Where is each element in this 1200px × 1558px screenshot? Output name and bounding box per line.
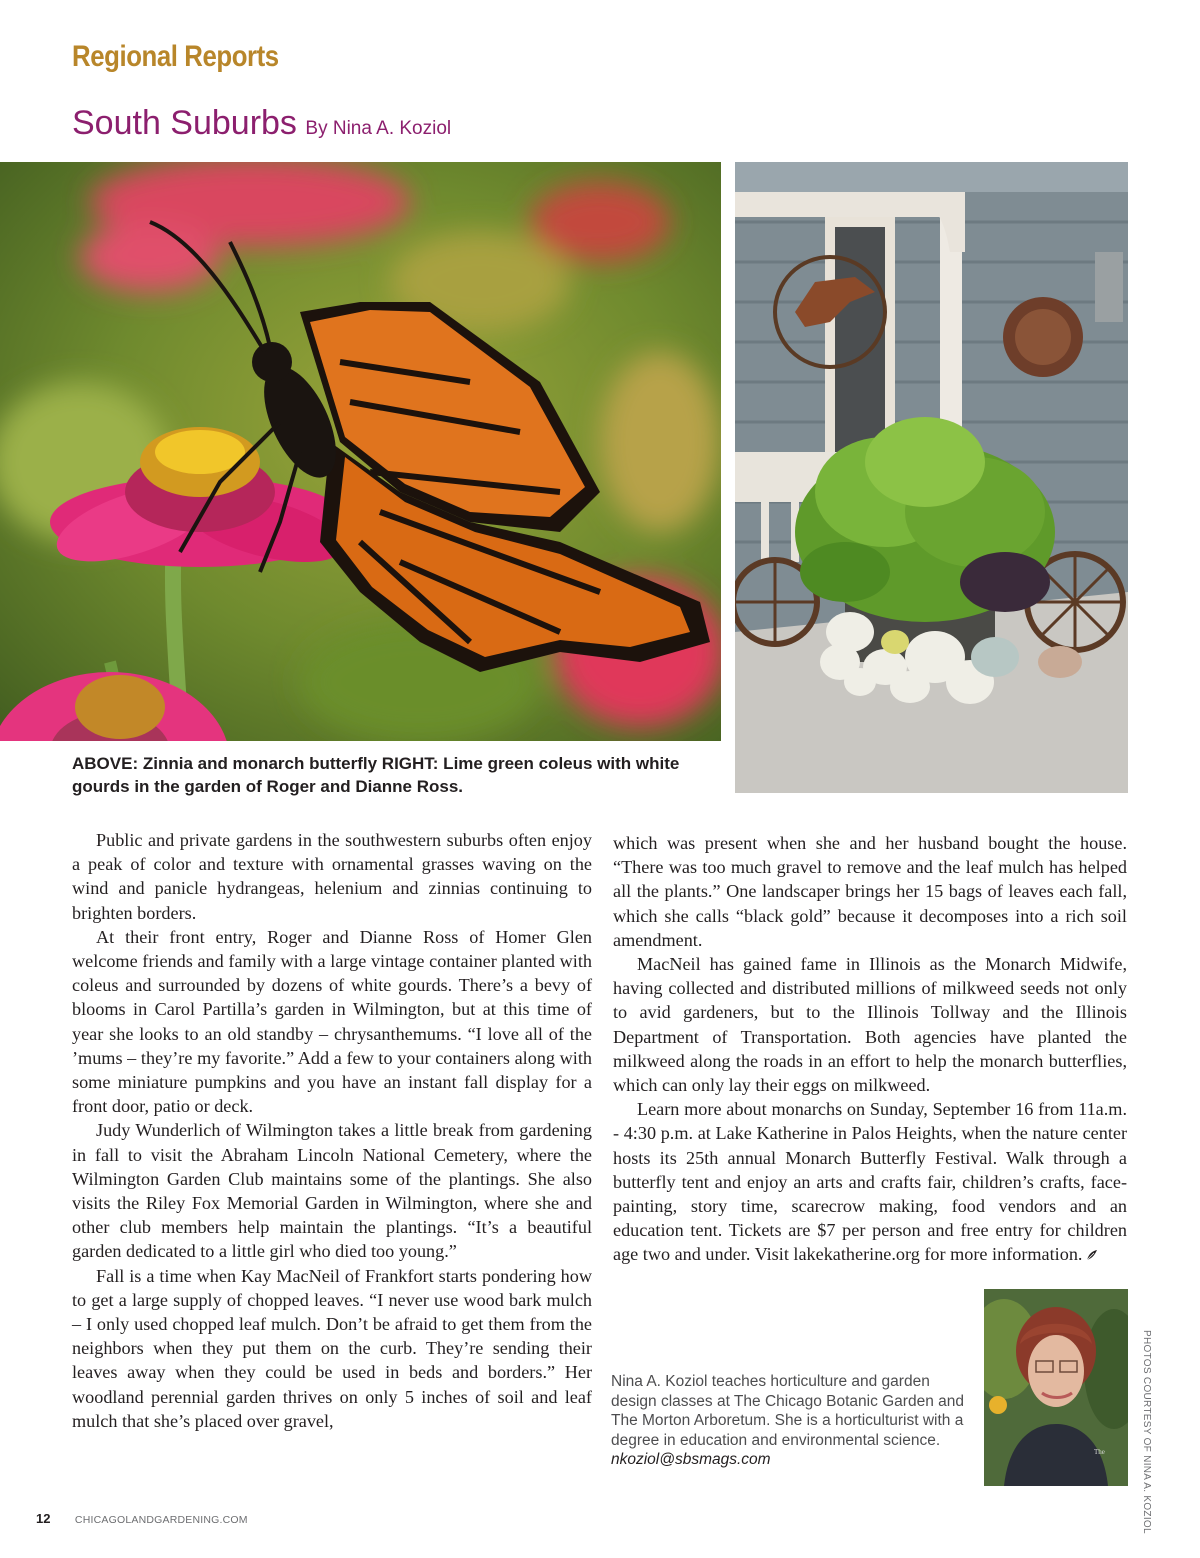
author-email: nkoziol@sbsmags.com [611,1451,771,1469]
leaf-end-mark-icon [1086,1249,1098,1261]
article-title: South Suburbs [72,104,297,142]
monarch-butterfly-photo [0,162,721,741]
author-bio-text: Nina A. Koziol teaches horticulture and garden design classes at The Chicago Botanic Garden and The Morton Arboretum. She is a horticulturist with a degree in education and environmental science. [611,1373,964,1449]
porch-coleus-photo [735,162,1128,793]
article-paragraph-text: Learn more about monarchs on Sunday, September 16 from 11a.m. - 4:30 p.m. at Lake Katherine in Palos Heights, when the nature center hosts its 25th annual Monarch Butterfly Festival. Walk through a butterfly tent and enjoy an arts and crafts fair, children’s crafts, face-painting, story time, scarecrow making, food vendors and an education tent. Tickets are $7 per person and free entry for children age two and under. Visit lakekatherine.org for more information. [613,1099,1127,1265]
photo-caption: ABOVE: Zinnia and monarch butterfly RIGHT: Lime green coleus with white gourds in the garden of Roger and Dianne Ross. [72,754,680,796]
footer-website: CHICAGOLANDGARDENING.COM [74,1514,248,1526]
page-number: 12 [36,1511,51,1526]
section-label: Regional Reports [72,40,279,73]
article-paragraph: MacNeil has gained fame in Illinois as the Monarch Midwife, having collected and distributed millions of milkweed seeds not only to avid gardeners, but to the Illinois Tollway and the Illinois Department of Transportation. Both agencies have planted the milkweed along the roads in an effort to help the monarch butterflies, which can only lay their eggs on milkweed. [613,954,1127,1096]
article-paragraph: At their front entry, Roger and Dianne Ross of Homer Glen welcome friends and family with a large vintage container planted with coleus and surrounded by dozens of white gourds. There’s a bevy of blooms in Carol Partilla’s garden in Wilmington, but at this time of year she looks to an old standby – chrysanthemums. “I love all of the ’mums – they’re my favorite.” Add a few to your containers along with some miniature pumpkins and you have an instant fall display for a front door, patio or deck. [72,926,592,1117]
photo-credit: PHOTOS COURTESY OF NINA A. KOZIOL [1141,1330,1152,1534]
author-bio [611,1372,971,1470]
article-paragraph: which was present when she and her husband bought the house. “There was too much gravel to remove and the leaf mulch has helped all the plants.” One landscaper brings her 15 bags of leaves each fall, which she calls “black gold” because it decomposes into a rich soil amendment. [613,833,1127,950]
article-headline [72,104,451,143]
article-byline: By Nina A. Koziol [305,118,452,139]
article-column-right [613,831,1127,1267]
article-last-paragraph [613,1097,1127,1266]
article-column-left [72,828,592,1433]
page-footer [36,1510,248,1528]
article-paragraph: Fall is a time when Kay MacNeil of Frankfort starts pondering how to get a large supply of chopped leaves. “I never use wood bark mulch – I only used chopped leaf mulch. Don’t be afraid to get them from the neighbors when they put them on the curb. They’re sending their leaves away when they could be used in beds and borders.” Her woodland perennial garden thrives on only 5 inches of soil and leaf mulch that she’s placed over gravel, [72,1265,592,1431]
svg-text:The: The [1094,1448,1105,1456]
article-paragraph: Public and private gardens in the southwestern suburbs often enjoy a peak of color and texture with ornamental grasses waving on the wind and panicle hydrangeas, helenium and zinnias continuing to brighten borders. [72,830,592,923]
article-paragraph: Judy Wunderlich of Wilmington takes a little break from gardening in fall to visit the Abraham Lincoln National Cemetery, where the Wilmington Garden Club maintains some of the plantings. She also visits the Riley Fox Memorial Garden in Wilmington, where she and other club members help maintain the plantings. “It’s a beautiful garden dedicated to a little girl who died too young.” [72,1120,592,1262]
author-portrait-photo [984,1289,1128,1486]
